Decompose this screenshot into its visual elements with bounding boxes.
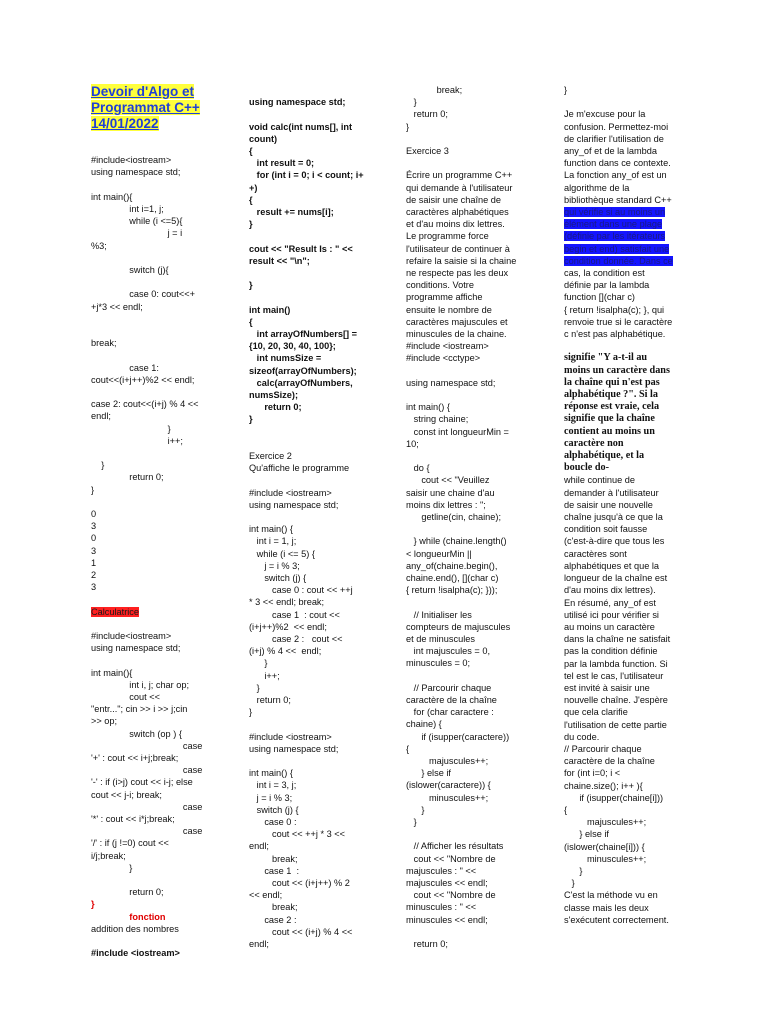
col4-line: renvoie true si le caractère <box>564 316 673 327</box>
col3-line: minuscules << endl; <box>406 914 488 925</box>
col2-line: return 0; <box>249 695 291 706</box>
col1-line: 3 <box>91 582 97 593</box>
col1-line: case 0: cout<<+ <box>91 289 195 300</box>
document-title <box>91 84 249 132</box>
col2-line: { <box>249 145 253 156</box>
col4-line: demander à l'utilisateur <box>564 487 659 498</box>
col3-line: using namespace std; <box>406 377 496 388</box>
col2-line: +) <box>249 182 258 193</box>
col1-line: cout << <box>91 691 160 702</box>
col1-line: } <box>91 423 171 434</box>
col4-line <box>564 96 722 108</box>
col3-line <box>406 450 564 462</box>
col3-line: int majuscules = 0, <box>406 646 491 657</box>
col2-line: case 0 : cout << ++j <box>249 585 353 596</box>
col3-line: string chaine; <box>406 414 469 425</box>
col1-line: endl; <box>91 411 111 422</box>
col1-line: case <box>91 801 203 812</box>
col2-line: int i = 3, j; <box>249 780 297 791</box>
col3-line: return 0; <box>406 109 448 120</box>
col2-line: #include <iostream> <box>249 487 332 498</box>
col1-line <box>91 179 249 191</box>
col4-line: nouvelle chaîne. J'espère <box>564 695 668 706</box>
col1-line <box>91 874 249 886</box>
col2-line <box>249 291 407 303</box>
col4-line: réponse est vraie, cela <box>564 401 660 413</box>
col4-line: s'exécutent correctement. <box>564 914 669 925</box>
col1-line: int main(){ <box>91 667 133 678</box>
col4-line: utilisé ici pour vérifier si <box>564 609 659 620</box>
col4-line: définie par la lambda <box>564 280 650 291</box>
col3-line: minuscules++; <box>406 792 489 803</box>
col3-line: // Afficher les résultats <box>406 841 504 852</box>
col4-line: caractères sont <box>564 548 627 559</box>
col1-line: '-' : if (i>j) cout << i-j; else <box>91 777 193 788</box>
col1-line: using namespace std; <box>91 167 181 178</box>
col4-line: caractère de la chaîne <box>564 756 655 767</box>
col2-line: (i+j) % 4 << endl; <box>249 646 322 657</box>
col2-line: endl; <box>249 939 269 950</box>
col2-line: } <box>249 658 268 669</box>
col3-line: moins dix lettres : "; <box>406 499 486 510</box>
blue-highlight-text: élément dans une plage <box>564 219 663 230</box>
col4-line: alphabétique ?". Si la <box>564 389 658 401</box>
col2-line: { <box>249 316 253 327</box>
col3-line: } else if <box>406 768 451 779</box>
col3-line: { <box>406 743 410 754</box>
col2-line: int numsSize = <box>249 353 322 364</box>
col1-line: break; <box>91 338 117 349</box>
col3-line <box>406 596 564 608</box>
col1-line: switch (j){ <box>91 264 169 275</box>
col1-line <box>91 325 249 337</box>
col2-line: case 2 : <box>249 914 297 925</box>
col2-line: result += nums[i]; <box>249 207 334 217</box>
column-3 <box>406 84 564 950</box>
col1-line: using namespace std; <box>91 643 181 654</box>
col4-line: alphabétique, et la <box>564 450 645 462</box>
col1-line <box>91 349 249 361</box>
col2-line: endl; <box>249 841 269 852</box>
col1-line: addition des nombres <box>91 923 179 934</box>
col2-line: case 1 : cout << <box>249 609 340 620</box>
col4-line: du code. <box>564 731 600 742</box>
col4-line: } else if <box>564 829 609 840</box>
col1-line: '+' : cout << i+j;break; <box>91 752 179 763</box>
col4-line: } <box>564 865 583 876</box>
col2-line: } <box>249 414 253 425</box>
col4-line: signifie que la chaîne <box>564 413 655 425</box>
col4-line: de saisir une nouvelle <box>564 499 653 510</box>
col4-line: boucle do- <box>564 462 609 474</box>
col2-line: case 1 : <box>249 865 300 876</box>
blue-highlight-text: (définie par les itérateurs <box>564 231 666 242</box>
col3-line: #include <cctype> <box>406 353 481 364</box>
col4-line: for (int i=0; i < <box>564 768 621 779</box>
col2-line: #include <iostream> <box>249 731 332 742</box>
col3-line <box>406 133 564 145</box>
col1-line <box>91 276 249 288</box>
col4-line: chaîne jusqu'à ce que la <box>564 512 663 523</box>
col2-line: cout << ++j * 3 << <box>249 829 346 840</box>
col4-line: dans la chaîne ne satisfait <box>564 634 671 645</box>
col1-line: "entr..."; cin >> i >> j;cin <box>91 704 188 715</box>
col2-line: int result = 0; <box>249 158 315 169</box>
col4-line: bibliothèque standard C++ <box>564 194 672 205</box>
col1-line <box>91 618 249 630</box>
col4-line <box>564 255 722 267</box>
col3-line: ne respecte pas les deux <box>406 268 509 279</box>
col3-line <box>406 670 564 682</box>
col3-line: cout << "Veuillez <box>406 475 490 486</box>
col1-line: #include<iostream> <box>91 155 172 166</box>
col4-line: majuscules++; <box>564 817 647 828</box>
col1-line <box>91 593 249 605</box>
col2-line <box>249 230 407 242</box>
col1-line: return 0; <box>91 887 164 898</box>
col4-line: signifie "Y a-t-il au <box>564 352 648 364</box>
col3-line: majuscules << endl; <box>406 878 488 889</box>
col2-line: Exercice 2 <box>249 450 292 461</box>
blue-highlight-text: condition donnée. Dans ce <box>564 255 673 266</box>
col4-line <box>564 340 722 352</box>
col3-line: majuscules++; <box>406 756 489 767</box>
col3-line: refaire la saisie si la chaine <box>406 255 517 266</box>
col3-line: do { <box>406 463 430 474</box>
col1-line: fonction <box>91 911 166 922</box>
col3-line: compteurs de majuscules <box>406 621 511 632</box>
col1-line: int i=1, j; <box>91 203 164 214</box>
col1-line: case <box>91 826 203 837</box>
col2-line: * 3 << endl; break; <box>249 597 325 608</box>
col4-line: function dans ce contexte. <box>564 158 671 169</box>
col2-line: { <box>249 194 253 205</box>
col2-line: numsSize); <box>249 390 299 400</box>
col3-line: de saisir une chaîne de <box>406 194 502 205</box>
col3-line: // Initialiser les <box>406 609 472 620</box>
col2-line <box>249 511 407 523</box>
col1-line: 0 <box>91 508 97 519</box>
col3-line <box>406 365 564 377</box>
blue-highlight-text: qui vérifie si au moins un <box>564 207 666 218</box>
col1-line <box>91 935 249 947</box>
col3-line: Écrire un programme C++ <box>406 170 513 181</box>
col3-line: conditions. Votre <box>406 280 474 291</box>
col1-line: #include <iostream> <box>91 948 180 959</box>
col2-line: Qu'affiche le programme <box>249 463 350 474</box>
col4-line: caractère non <box>564 437 624 449</box>
col1-line: case 1: <box>91 362 159 373</box>
col1-line: case <box>91 765 203 776</box>
title-line-3: 14/01/2022 <box>91 116 159 131</box>
col1-line: case <box>91 740 203 751</box>
col3-line: chaine) { <box>406 719 442 730</box>
col2-line: cout << "Result Is : " << <box>249 243 353 254</box>
col1-line: #include<iostream> <box>91 630 172 641</box>
col4-line: condition soit fausse <box>564 524 648 535</box>
col4-line: function [](char c) <box>564 292 635 303</box>
col3-line: return 0; <box>406 939 448 950</box>
col4-line: while continue de <box>564 475 635 486</box>
calculatrice-heading: Calculatrice <box>91 606 139 617</box>
col2-line <box>249 755 407 767</box>
col4-line: En résumé, any_of est <box>564 597 656 608</box>
col2-line: sizeof(arrayOfNumbers); <box>249 365 357 376</box>
col1-line: i/j;break; <box>91 850 126 861</box>
col3-line: any_of(chaine.begin(), <box>406 560 498 571</box>
col4-line: confusion. Permettez-moi <box>564 121 669 132</box>
col2-line: for (int i = 0; i < count; i+ <box>249 170 364 181</box>
col1-line <box>91 142 249 154</box>
col1-line <box>91 496 249 508</box>
col3-line: chaine.end(), [](char c) <box>406 573 499 584</box>
col2-line: int arrayOfNumbers[] = <box>249 328 357 339</box>
col3-line: cout << "Nombre de <box>406 890 496 901</box>
col4-line: moins un caractère dans <box>564 364 670 376</box>
col3-line: #include <iostream> <box>406 341 489 352</box>
col2-line <box>249 267 407 279</box>
col1-line <box>91 313 249 325</box>
col4-line: c n'est pas alphabétique. <box>564 329 666 340</box>
col4-line: contient au moins un <box>564 425 655 437</box>
col2-line: while (i <= 5) { <box>249 548 315 559</box>
col1-line: 0 <box>91 533 97 544</box>
col1-line: 2 <box>91 569 97 580</box>
col2-line: result << "\n"; <box>249 255 310 266</box>
col4-line: au moins un caractère <box>564 621 655 632</box>
col1-line: 1 <box>91 557 97 568</box>
col3-line: cout << "Nombre de <box>406 853 496 864</box>
col4-line: C'est la méthode vu en <box>564 890 658 901</box>
col3-line: for (char caractere : <box>406 707 494 718</box>
col2-line: } <box>249 682 260 693</box>
col3-line: minuscules : " << <box>406 902 477 913</box>
col4-line <box>564 243 722 255</box>
col3-line <box>406 926 564 938</box>
col2-line: (i+j++)%2 << endl; <box>249 621 327 632</box>
col1-line <box>91 252 249 264</box>
col4-line: minuscules++; <box>564 853 647 864</box>
col1-line: cout << j-i; break; <box>91 789 162 800</box>
col3-line <box>406 389 564 401</box>
col1-line <box>91 606 249 618</box>
col4-line: l'utilisation de cette partie <box>564 719 667 730</box>
col4-line <box>564 218 722 230</box>
col2-line <box>249 426 407 438</box>
col4-line: // Parcourir chaque <box>564 743 642 754</box>
column-1 <box>91 84 249 959</box>
col2-line <box>249 438 407 450</box>
col2-line: calc(arrayOfNumbers, <box>249 377 353 388</box>
col1-line: i++; <box>91 435 183 446</box>
col3-line: < longueurMin || <box>406 548 472 559</box>
col3-line: } <box>406 97 417 108</box>
col1-line: '/' : if (j !=0) cout << <box>91 838 169 849</box>
col3-line: Exercice 3 <box>406 146 449 156</box>
col2-line: j = i % 3; <box>249 560 300 571</box>
col2-line <box>249 84 407 96</box>
col2-line: int i = 1, j; <box>249 536 297 547</box>
col3-line: minuscules = 0; <box>406 658 471 669</box>
col4-line: classe mais les deux <box>564 902 649 913</box>
col1-line: int main(){ <box>91 191 133 202</box>
col2-line: } <box>249 219 253 230</box>
col2-line: j = i % 3; <box>249 792 293 803</box>
col2-line: case 0 : <box>249 817 297 828</box>
col4-line: de clarifier l'utilisation de <box>564 133 664 144</box>
col3-line: } while (chaine.length() <box>406 536 507 547</box>
col2-line: {10, 20, 30, 40, 100}; <box>249 341 336 352</box>
col2-line: switch (j) { <box>249 572 307 583</box>
col3-line: break; <box>406 85 463 95</box>
col4-line: (islower(chaine[i])) { <box>564 841 645 852</box>
col4-line: algorithme de la <box>564 182 630 193</box>
col2-line: cout << (i+j++) % 2 <box>249 878 350 889</box>
col4-line: } <box>564 878 575 889</box>
col2-line: count) <box>249 133 278 144</box>
col3-line: caractères alphabétiques <box>406 207 509 217</box>
col4-line <box>564 230 722 242</box>
col2-line: int main() { <box>249 524 293 535</box>
col1-line: cout<<(i+j++)%2 << endl; <box>91 374 195 385</box>
title-line-1: Devoir d'Algo et <box>91 84 194 99</box>
col4-line: alphabétiques et que la <box>564 560 660 571</box>
title-line-2: Programmat C++ <box>91 100 200 115</box>
col1-line: j = i <box>91 228 183 239</box>
col3-line: 10; <box>406 438 419 449</box>
col4-line <box>564 206 722 218</box>
col1-line <box>91 654 249 666</box>
col4-line: longueur de la chaîne est <box>564 573 668 584</box>
col3-line: (islower(caractere)) { <box>406 780 491 791</box>
col3-line: et d'au moins dix lettres. <box>406 219 505 230</box>
col1-line: >> op; <box>91 716 118 727</box>
column-4 <box>564 84 722 926</box>
col4-line: } <box>564 85 568 95</box>
col4-line: tel est le cas, l'utilisateur <box>564 670 664 681</box>
col2-line: } <box>249 280 253 291</box>
col4-line: est invité à saisir une <box>564 682 650 693</box>
col2-line: i++; <box>249 670 280 681</box>
col3-line <box>406 828 564 840</box>
col1-line: case 2: cout<<(i+j) % 4 << <box>91 399 199 410</box>
col4-line: cas, la condition est <box>564 268 645 279</box>
col1-line: while (i <=5){ <box>91 216 183 227</box>
col2-line: << endl; <box>249 890 283 901</box>
col2-line: } <box>249 707 253 718</box>
col4-line: La fonction any_of est un <box>564 170 667 181</box>
col3-line: } <box>406 804 425 815</box>
col2-line: break; <box>249 902 298 913</box>
col2-line <box>249 108 407 120</box>
col3-line: // Parcourir chaque <box>406 682 492 693</box>
col1-line: 3 <box>91 545 97 556</box>
col2-line: int main() { <box>249 768 293 779</box>
col4-line: pas la condition définie <box>564 646 658 657</box>
col2-line: cout << (i+j) % 4 << <box>249 926 353 937</box>
col4-line: que cela clarifie <box>564 707 628 718</box>
col3-line: minuscules de la chaine. <box>406 329 507 340</box>
col1-line <box>91 447 249 459</box>
col3-line: et de minuscules <box>406 634 475 645</box>
col2-line: using namespace std; <box>249 97 346 108</box>
col3-line: caractères majuscules et <box>406 316 508 327</box>
col2-line: int main() <box>249 304 291 315</box>
col4-line: (c'est-à-dire que tous les <box>564 536 665 547</box>
col3-line: if (isupper(caractere)) <box>406 731 510 742</box>
col2-line: case 2 : cout << <box>249 634 343 644</box>
col1-line: %3; <box>91 240 107 251</box>
column-2 <box>249 84 407 950</box>
col1-line: } <box>91 460 105 471</box>
col3-line: programme affiche <box>406 292 483 303</box>
col4-line: any_of et de la lambda <box>564 146 657 156</box>
col3-line: const int longueurMin = <box>406 426 509 437</box>
col3-line: saisir une chaine d'au <box>406 487 495 498</box>
col2-line: using namespace std; <box>249 743 339 754</box>
col1-line: } <box>91 484 95 495</box>
col1-line <box>91 386 249 398</box>
col3-line: ensuite le nombre de <box>406 304 492 315</box>
col3-line: qui demande à l'utilisateur <box>406 182 513 193</box>
col3-line: { return !isalpha(c); })); <box>406 585 498 596</box>
col1-line: switch (op ) { <box>91 728 182 739</box>
col4-line: { <box>564 804 568 815</box>
col4-line: chaine.size(); i++ ){ <box>564 780 643 791</box>
blue-highlight-text: begin et end) satisfait une <box>564 243 670 254</box>
col1-line: '*' : cout << i*j;break; <box>91 813 175 824</box>
col2-line: void calc(int nums[], int <box>249 121 353 132</box>
col2-line <box>249 718 407 730</box>
col4-line: par la lambda function. Si <box>564 658 668 669</box>
col3-line: } <box>406 817 417 828</box>
col4-line: la chaîne qui n'est pas <box>564 376 660 388</box>
col4-line: d'au moins dix lettres). <box>564 585 656 596</box>
col3-line <box>406 523 564 535</box>
col2-line: return 0; <box>249 402 302 413</box>
col1-line: 3 <box>91 521 97 532</box>
col3-line: caractère de la chaîne <box>406 695 497 706</box>
col1-line: int i, j; char op; <box>91 679 190 690</box>
col2-line: break; <box>249 853 298 864</box>
col2-line: switch (j) { <box>249 804 299 815</box>
col1-line: } <box>91 899 95 910</box>
col2-line: using namespace std; <box>249 499 339 510</box>
col3-line: } <box>406 121 410 132</box>
col3-line: int main() { <box>406 402 450 413</box>
col1-line: } <box>91 862 133 873</box>
col3-line: majuscules : " << <box>406 865 477 876</box>
col3-line: getline(cin, chaine); <box>406 512 501 523</box>
col3-line: l'utilisateur de continuer à <box>406 243 510 254</box>
col4-line: if (isupper(chaine[i])) <box>564 792 664 803</box>
col3-line <box>406 157 564 169</box>
col1-line: +j*3 << endl; <box>91 301 143 312</box>
col4-line: { return !isalpha(c); }, qui <box>564 304 665 315</box>
col1-line: return 0; <box>91 472 164 483</box>
col3-line: Le programme force <box>406 231 489 242</box>
col4-line: Je m'excuse pour la <box>564 109 646 120</box>
col2-line <box>249 474 407 486</box>
